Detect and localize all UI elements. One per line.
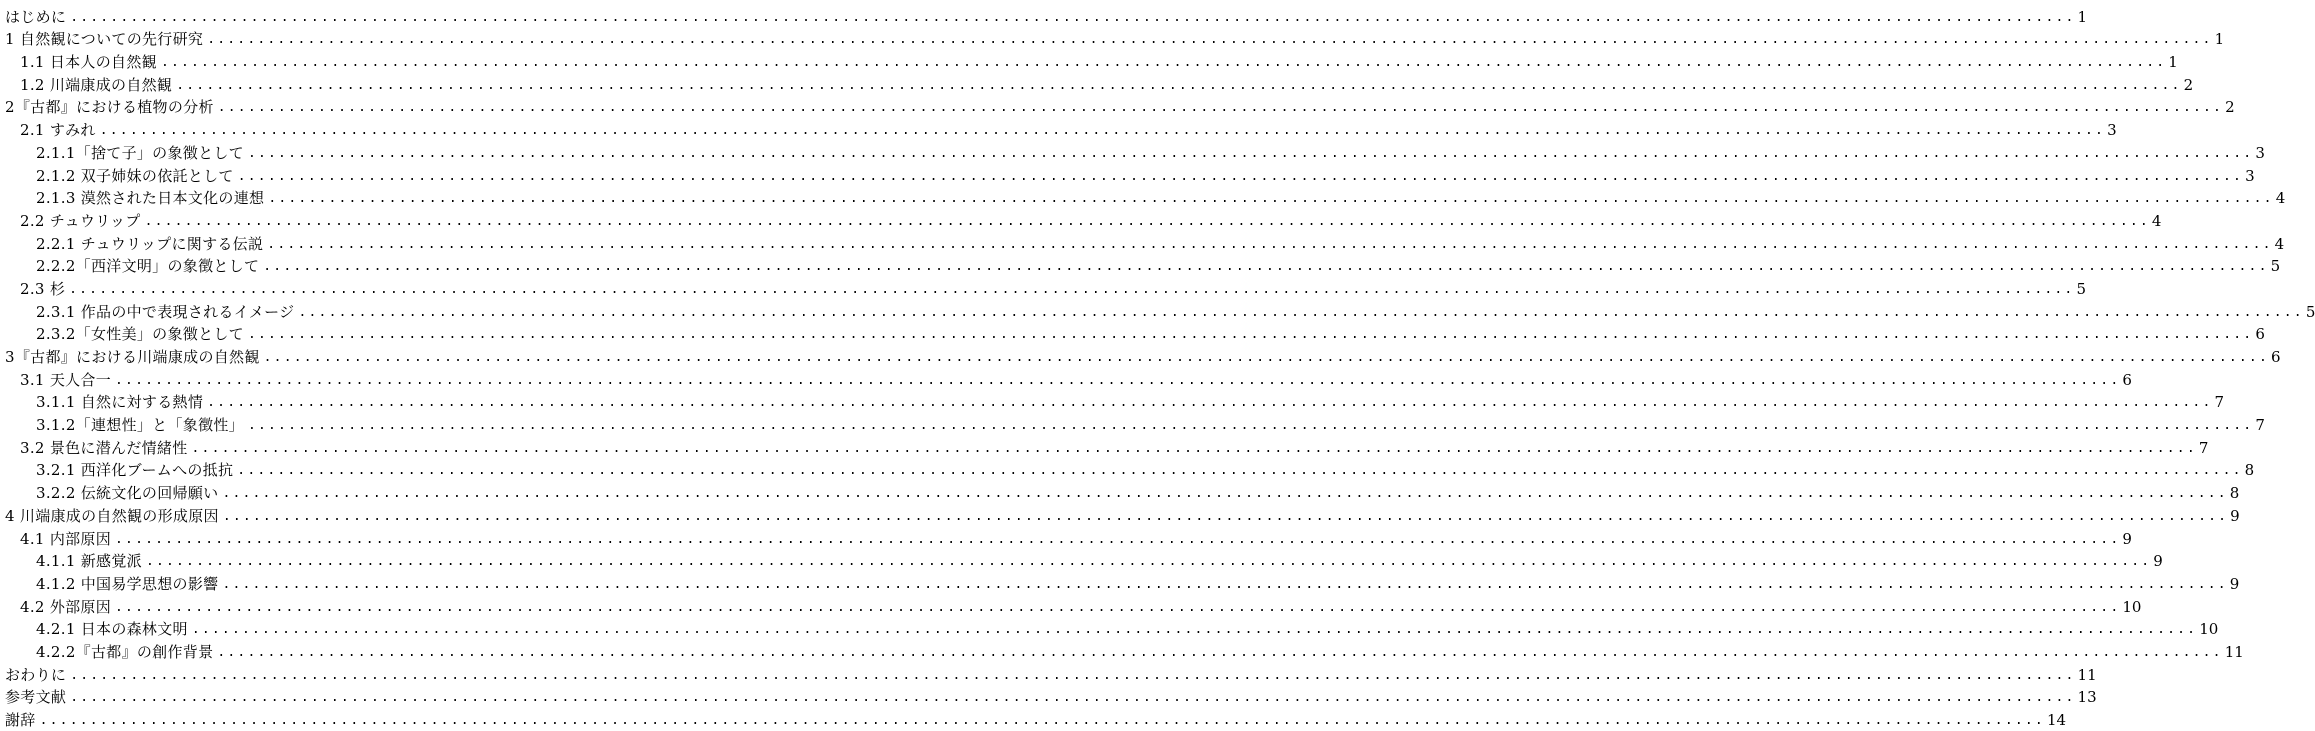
toc-entry[interactable] bbox=[0, 686, 2097, 709]
toc-entry[interactable] bbox=[0, 368, 2132, 391]
toc-entry-label: 2.3 杉 bbox=[20, 279, 66, 298]
toc-entry[interactable] bbox=[0, 164, 2255, 187]
toc-page-number: 6 bbox=[2271, 348, 2281, 366]
toc-page-number: 11 bbox=[2224, 642, 2244, 661]
toc-entry-label: 4.1.2 中国易学思想の影響 bbox=[36, 574, 219, 593]
toc-entry[interactable] bbox=[0, 187, 2286, 210]
toc-entry-label: 4 川端康成の自然観の形成原因 bbox=[5, 506, 219, 525]
toc-dot-leader: ........................................................................................................................................................................................................ bbox=[99, 123, 2106, 139]
toc-dot-leader: ........................................................................................................................................................................................................ bbox=[298, 304, 2304, 320]
toc-entry-label: 3.1.1 自然に対する熱情 bbox=[36, 393, 204, 412]
toc-page-number: 5 bbox=[2076, 279, 2087, 298]
toc-dot-leader: ........................................................................................................................................................................................................ bbox=[217, 100, 2224, 116]
toc-entry-label: 1.2 川端康成の自然観 bbox=[20, 75, 173, 94]
toc-dot-leader: ........................................................................................................................................................................................................ bbox=[222, 508, 2229, 524]
toc-entry[interactable] bbox=[0, 413, 2265, 436]
toc-dot-leader: ........................................................................................................................................................................................................ bbox=[263, 259, 2269, 275]
toc-entry-label: 3.1.2「連想性」と「象徴性」 bbox=[36, 416, 244, 435]
toc-page-number: 1 bbox=[2077, 7, 2088, 26]
toc-dot-leader: ........................................................................................................................................................................................................ bbox=[145, 554, 2152, 570]
toc-page-number: 4 bbox=[2274, 234, 2285, 253]
toc-page-number: 5 bbox=[2270, 257, 2281, 276]
toc-entry-label: 2.3.2「女性美」の象徴として bbox=[36, 325, 244, 344]
toc-dot-leader: ........................................................................................................................................................................................................ bbox=[207, 395, 2213, 411]
toc-entry[interactable] bbox=[0, 209, 2162, 232]
toc-dot-leader: ........................................................................................................................................................................................................ bbox=[268, 191, 2274, 207]
toc-dot-leader: ........................................................................................................................................................................................................ bbox=[69, 281, 2075, 297]
toc-dot-leader: ........................................................................................................................................................................................................ bbox=[247, 418, 2254, 434]
toc-dot-leader: ........................................................................................................................................................................................................ bbox=[70, 9, 2076, 25]
toc-page-number: 3 bbox=[2255, 143, 2265, 162]
toc-entry-label: 2.2 チュウリップ bbox=[20, 211, 141, 230]
toc-page-number: 1 bbox=[2214, 30, 2225, 49]
toc-page-number: 13 bbox=[2077, 688, 2097, 707]
toc-dot-leader: ........................................................................................................................................................................................................ bbox=[70, 690, 2076, 706]
toc-entry-label: 3.1 天人合一 bbox=[20, 370, 112, 389]
toc-page-number: 14 bbox=[2046, 711, 2067, 729]
toc-page-number: 8 bbox=[2229, 484, 2240, 503]
toc-entry-label: 2.2.2「西洋文明」の象徴として bbox=[36, 257, 260, 276]
toc-page-number: 6 bbox=[2122, 370, 2132, 389]
toc-entry[interactable] bbox=[0, 5, 2088, 28]
toc-dot-leader: ........................................................................................................................................................................................................ bbox=[222, 486, 2228, 502]
toc-dot-leader: ........................................................................................................................................................................................................ bbox=[237, 168, 2244, 184]
toc-entry[interactable] bbox=[0, 640, 2244, 663]
toc-page-number: 4 bbox=[2275, 189, 2286, 208]
toc-dot-leader: ........................................................................................................................................................................................................ bbox=[217, 644, 2223, 660]
toc-entry-label: 2.1.2 双子姉妹の依託として bbox=[36, 166, 234, 185]
toc-page-number: 3 bbox=[2245, 166, 2255, 185]
toc-entry-label: 2.3.1 作品の中で表現されるイメージ bbox=[36, 302, 295, 321]
toc-page-number: 1 bbox=[2168, 53, 2178, 72]
toc-entry-label: 2.2.1 チュウリップに関する伝説 bbox=[36, 234, 264, 253]
toc-entry[interactable] bbox=[0, 345, 2281, 368]
toc-entry-label: 3.2.2 伝統文化の回帰願い bbox=[36, 484, 219, 503]
toc-page-number: 9 bbox=[2230, 506, 2240, 525]
toc-entry-label: 謝辞 bbox=[5, 711, 36, 729]
toc-dot-leader: ........................................................................................................................................................................................................ bbox=[160, 55, 2167, 71]
toc-entry-label: 4.1.1 新感覚派 bbox=[36, 552, 142, 571]
toc-entry[interactable] bbox=[0, 28, 2225, 51]
toc-entry[interactable] bbox=[0, 96, 2235, 119]
toc-dot-leader: ........................................................................................................................................................................................................ bbox=[115, 599, 2121, 615]
toc-entry[interactable] bbox=[0, 323, 2265, 346]
toc-dot-leader: ........................................................................................................................................................................................................ bbox=[263, 350, 2269, 365]
toc-entry[interactable] bbox=[0, 504, 2240, 527]
toc-page-number: 4 bbox=[2151, 211, 2162, 230]
toc-dot-leader: ........................................................................................................................................................................................................ bbox=[222, 576, 2228, 592]
toc-entry[interactable] bbox=[0, 527, 2132, 550]
toc-entry[interactable] bbox=[0, 550, 2163, 573]
toc-dot-leader: ........................................................................................................................................................................................................ bbox=[267, 236, 2273, 252]
toc-dot-leader: ........................................................................................................................................................................................................ bbox=[207, 32, 2213, 48]
toc-entry[interactable] bbox=[0, 663, 2097, 686]
toc-entry[interactable] bbox=[0, 232, 2285, 255]
toc-entry-label: 4.2.1 日本の森林文明 bbox=[36, 620, 188, 639]
toc-entry[interactable] bbox=[0, 50, 2178, 73]
toc-page-number: 5 bbox=[2305, 302, 2315, 321]
toc-entry-label: 4.2 外部原因 bbox=[20, 597, 112, 616]
toc-entry[interactable] bbox=[0, 572, 2240, 595]
toc-entry-label: 3『古都』における川端康成の自然観 bbox=[5, 348, 260, 366]
toc-entry[interactable] bbox=[0, 391, 2225, 414]
toc-entry[interactable] bbox=[0, 436, 2209, 459]
toc-entry[interactable] bbox=[0, 595, 2142, 618]
toc-page-number: 8 bbox=[2244, 461, 2255, 480]
toc-entry-label: 3.2 景色に潜んだ情緒性 bbox=[20, 438, 188, 457]
toc-dot-leader: ........................................................................................................................................................................................................ bbox=[115, 531, 2121, 547]
toc-entry[interactable] bbox=[0, 73, 2194, 96]
toc-dot-leader: ........................................................................................................................................................................................................ bbox=[237, 463, 2243, 479]
toc-dot-leader: ........................................................................................................................................................................................................ bbox=[176, 77, 2182, 93]
toc-page-number: 3 bbox=[2107, 121, 2117, 140]
toc-entry[interactable] bbox=[0, 118, 2117, 141]
toc-entry[interactable] bbox=[0, 141, 2265, 164]
toc-dot-leader: ........................................................................................................................................................................................................ bbox=[191, 622, 2198, 638]
toc-page-number: 7 bbox=[2198, 438, 2209, 457]
toc-page-number: 10 bbox=[2199, 620, 2219, 639]
toc-entry-label: 2.1 すみれ bbox=[20, 121, 96, 140]
toc-entry[interactable] bbox=[0, 708, 2067, 731]
toc-entry-label: 2.1.3 漠然された日本文化の連想 bbox=[36, 189, 265, 208]
toc-entry-label: 2『古都』における植物の分析 bbox=[5, 98, 214, 117]
toc-page-number: 6 bbox=[2255, 325, 2265, 344]
toc-page-number: 2 bbox=[2183, 75, 2194, 94]
toc-entry[interactable] bbox=[0, 481, 2240, 504]
toc-dot-leader: ........................................................................................................................................................................................................ bbox=[191, 440, 2197, 456]
toc-entry[interactable] bbox=[0, 459, 2255, 482]
toc-entry-label: おわりに bbox=[5, 665, 67, 684]
toc-entry-label: 4.1 内部原因 bbox=[20, 529, 112, 548]
toc-page-number: 7 bbox=[2255, 416, 2265, 435]
toc-page-number: 9 bbox=[2229, 574, 2240, 593]
toc-entry-label: 参考文献 bbox=[5, 688, 67, 707]
toc-dot-leader: ........................................................................................................................................................................................................ bbox=[144, 213, 2150, 229]
toc-entry-label: はじめに bbox=[5, 7, 67, 26]
toc-entry[interactable] bbox=[0, 255, 2281, 278]
toc-entry[interactable] bbox=[0, 277, 2087, 300]
toc-entry-label: 1.1 日本人の自然観 bbox=[20, 53, 157, 72]
toc-entry-label: 4.2.2『古都』の創作背景 bbox=[36, 642, 214, 661]
toc-page-number: 9 bbox=[2153, 552, 2163, 571]
toc-entry-label: 2.1.1「捨て子」の象徴として bbox=[36, 143, 244, 162]
toc-dot-leader: ........................................................................................................................................................................................................ bbox=[70, 667, 2076, 683]
toc-dot-leader: ........................................................................................................................................................................................................ bbox=[247, 145, 2254, 161]
toc-entry[interactable] bbox=[0, 300, 2315, 323]
toc-dot-leader: ........................................................................................................................................................................................................ bbox=[115, 372, 2121, 388]
toc-page-number: 10 bbox=[2122, 597, 2142, 616]
toc-dot-leader: ........................................................................................................................................................................................................ bbox=[247, 327, 2254, 343]
toc-page-number: 9 bbox=[2122, 529, 2132, 548]
toc-page-number: 11 bbox=[2077, 665, 2097, 684]
toc-entry-label: 3.2.1 西洋化ブームへの抵抗 bbox=[36, 461, 234, 480]
toc-dot-leader: ........................................................................................................................................................................................................ bbox=[39, 713, 2045, 728]
toc-entry[interactable] bbox=[0, 618, 2219, 641]
toc-page-number: 7 bbox=[2214, 393, 2225, 412]
toc-page-number: 2 bbox=[2225, 98, 2235, 117]
toc-entry-label: 1 自然観についての先行研究 bbox=[5, 30, 204, 49]
